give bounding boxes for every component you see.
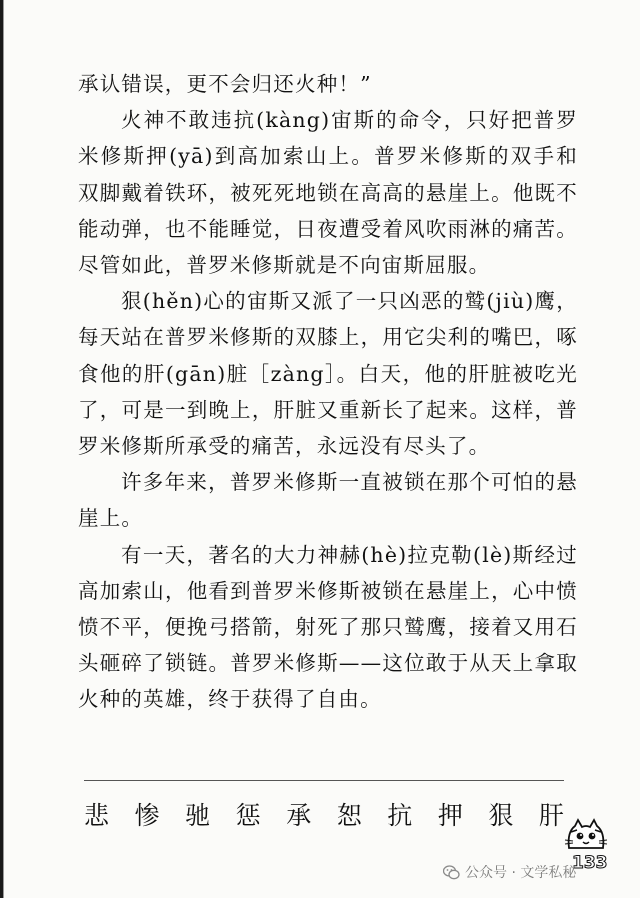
- vocab-char: 驰: [185, 801, 211, 830]
- paragraph-4: 许多年来，普罗米修斯一直被锁在那个可怕的悬崖上。: [78, 470, 578, 531]
- paragraph-2: 火神不敢违抗(kàng)宙斯的命令，只好把普罗米修斯押(yā)到高加索山上。普罗米修斯的双手和双脚戴着铁环，被死死地锁在高高的悬崖上。他既不能动弹，也不能睡觉，日夜遭受着风吹雨淋的痛苦。尽管如此，普罗米修斯就是不向宙斯屈服。: [78, 108, 578, 278]
- wechat-icon: [443, 865, 460, 880]
- paragraph-1: 承认错误，更不会归还火种！”: [78, 72, 372, 96]
- vocab-char: 悲: [84, 801, 110, 830]
- vocab-char: 押: [437, 801, 463, 830]
- vocab-char: 狠: [488, 801, 514, 830]
- vocabulary-row: [84, 796, 564, 832]
- vocab-char: 恕: [336, 801, 362, 830]
- vocab-char: 承: [286, 801, 312, 830]
- paragraph-3: 狠(hěn)心的宙斯又派了一只凶恶的鹫(jiù)鹰，每天站在普罗米修斯的双膝上，用它尖利的嘴巴，啄食他的肝(gān)脏［zàng］。白天，他的肝脏被吃光了，可是一到晚上，肝脏又重新长了起来。这样，普罗米修斯所承受的痛苦，永远没有尽头了。: [78, 289, 578, 459]
- vocab-char: 抗: [387, 801, 413, 830]
- vocab-char: 惨: [134, 801, 160, 830]
- story-text: [78, 66, 578, 718]
- vocab-char: 肝: [538, 801, 564, 830]
- page-binding-edge: [0, 0, 7, 898]
- watermark: [443, 862, 576, 882]
- cartoon-cat-icon: [561, 818, 611, 858]
- vocab-divider: [84, 780, 564, 781]
- paragraph-5: 有一天，著名的大力神赫(hè)拉克勒(lè)斯经过高加索山，他看到普罗米修斯被锁在悬崖上，心中愤愤不平，便挽弓搭箭，射死了那只鹫鹰，接着又用石头砸碎了锁链。普罗米修斯——这位敢于从天上拿取火种的英雄，终于获得了自由。: [78, 542, 578, 712]
- watermark-text: 公众号 · 文学私秘: [465, 865, 577, 881]
- vocab-char: 惩: [235, 801, 261, 830]
- page-number: 133: [572, 853, 608, 873]
